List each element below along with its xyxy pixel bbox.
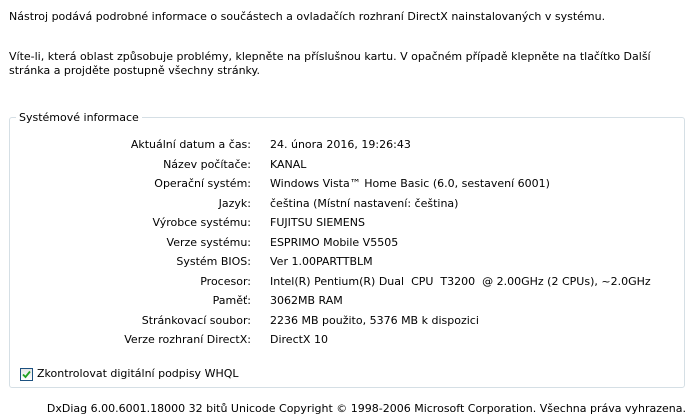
info-row-computer-name bbox=[10, 157, 684, 172]
system-manufacturer-label: Výrobce systému: bbox=[152, 216, 251, 229]
directx-version-value: DirectX 10 bbox=[270, 333, 328, 346]
whql-checkbox[interactable] bbox=[20, 368, 33, 381]
info-row-system-manufacturer bbox=[10, 215, 684, 230]
info-row-system-model bbox=[10, 235, 684, 250]
date-time-label: Aktuální datum a čas: bbox=[130, 138, 251, 151]
computer-name-value: KANAL bbox=[270, 157, 307, 171]
language-value: čeština (Místní nastavení: čeština) bbox=[270, 196, 459, 210]
processor-value: Intel(R) Pentium(R) Dual CPU T3200 @ 2.00GHz (2 CPUs), ~2.0GHz bbox=[270, 274, 651, 288]
groupbox-title: Systémové informace bbox=[16, 111, 142, 124]
system-info-groupbox bbox=[9, 111, 685, 388]
intro-text-line-2: Víte-li, která oblast způsobuje problémy, klepněte na příslušnou kartu. V opačném případě klepněte na tlačítko Další stránka a projděte postupně všechny stránky. bbox=[9, 50, 651, 77]
processor-label: Procesor: bbox=[200, 274, 251, 288]
intro-text-line-1: Nástroj podává podrobné informace o součástech a ovladačích rozhraní DirectX nainstalovaných v systému. bbox=[9, 10, 606, 23]
check-mark-icon bbox=[22, 370, 31, 379]
info-row-directx-version bbox=[10, 332, 684, 347]
memory-value: 3062MB RAM bbox=[270, 294, 343, 307]
system-model-value: ESPRIMO Mobile V5505 bbox=[270, 235, 399, 249]
system-manufacturer-value: FUJITSU SIEMENS bbox=[270, 216, 365, 229]
info-row-processor bbox=[10, 274, 684, 289]
bios-value: Ver 1.00PARTTBLM bbox=[270, 255, 373, 268]
page-file-label: Stránkovací soubor: bbox=[141, 313, 251, 327]
bios-label: Systém BIOS: bbox=[176, 255, 251, 268]
page-file-value: 2236 MB použito, 5376 MB k dispozici bbox=[270, 313, 479, 327]
info-row-bios bbox=[10, 254, 684, 269]
info-row-memory bbox=[10, 293, 684, 308]
info-row-language bbox=[10, 196, 684, 211]
date-time-value: 24. února 2016, 19:26:43 bbox=[270, 138, 411, 151]
info-row-operating-system bbox=[10, 176, 684, 191]
system-model-label: Verze systému: bbox=[166, 235, 251, 249]
computer-name-label: Název počítače: bbox=[163, 157, 251, 171]
directx-version-label: Verze rozhraní DirectX: bbox=[124, 333, 251, 346]
footer-copyright: DxDiag 6.00.6001.18000 32 bitů Unicode Copyright © 1998-2006 Microsoft Corporation. Všechna práva vyhrazena. bbox=[46, 402, 686, 415]
info-row-date-time bbox=[10, 137, 684, 152]
whql-checkbox-option[interactable] bbox=[20, 367, 239, 381]
memory-label: Paměť: bbox=[212, 294, 251, 307]
language-label: Jazyk: bbox=[218, 196, 251, 210]
info-row-page-file bbox=[10, 313, 684, 328]
operating-system-value: Windows Vista™ Home Basic (6.0, sestavení 6001) bbox=[270, 177, 550, 190]
operating-system-label: Operační systém: bbox=[154, 177, 251, 190]
whql-checkbox-label[interactable]: Zkontrolovat digitální podpisy WHQL bbox=[37, 367, 239, 380]
